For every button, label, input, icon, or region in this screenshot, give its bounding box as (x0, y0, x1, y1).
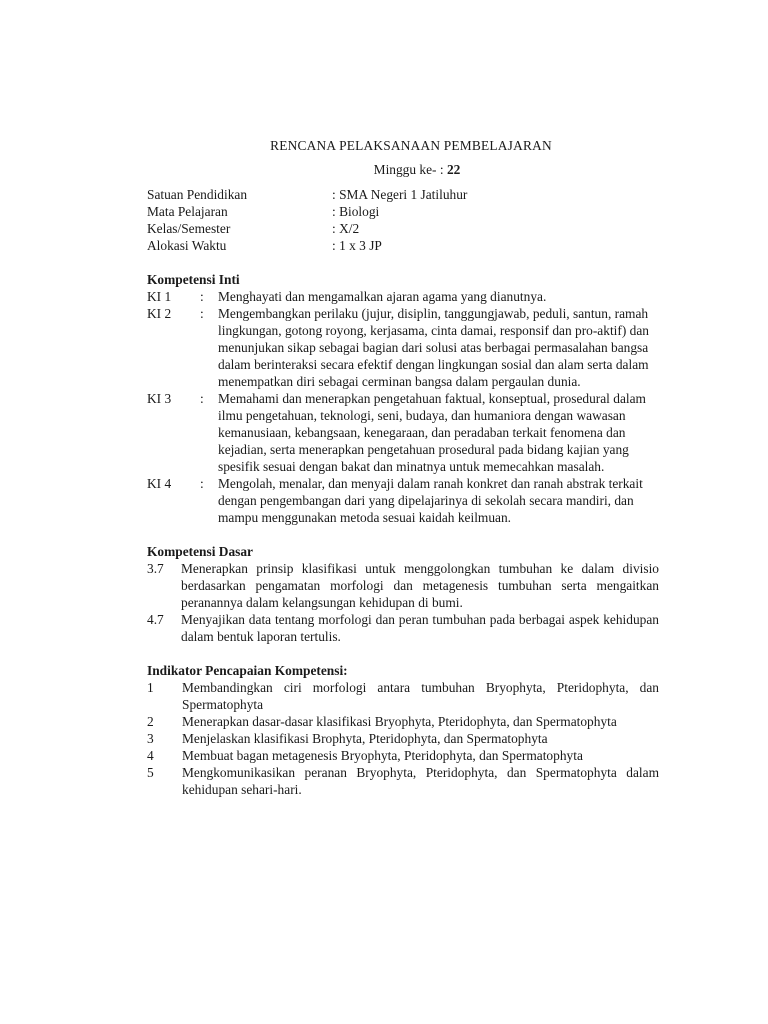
week-label: Minggu ke- : (373, 162, 444, 177)
info-value: : 1 x 3 JP (332, 238, 382, 253)
indikator-item (147, 713, 659, 730)
indikator-item (147, 730, 659, 747)
indikator-list (147, 679, 659, 798)
page-title: RENCANA PELAKSANAAN PEMBELAJARAN (270, 138, 552, 153)
week-value: 22 (446, 162, 461, 177)
indikator-number: 2 (147, 714, 154, 729)
indikator-number: 3 (147, 731, 154, 746)
info-label: Alokasi Waktu (147, 238, 227, 253)
info-row (147, 220, 659, 237)
info-row (147, 186, 659, 203)
info-label: Kelas/Semester (147, 221, 231, 236)
indikator-text: Menjelaskan klasifikasi Brophyta, Pteridophyta, dan Spermatophyta (182, 731, 548, 746)
indikator-text: Menerapkan dasar-dasar klasifikasi Bryophyta, Pteridophyta, dan Spermatophyta (182, 714, 617, 729)
kompetensi-dasar-heading: Kompetensi Dasar (147, 544, 254, 559)
info-value: : Biologi (332, 204, 380, 219)
ki-item (147, 475, 659, 526)
info-value: : X/2 (332, 221, 360, 236)
ki-item (147, 305, 659, 390)
kompetensi-inti-list (147, 288, 659, 526)
ki-text: Mengembangkan perilaku (jujur, disiplin, tanggungjawab, peduli, santun, ramah lingkungan, gotong royong, kerjasama, cinta damai, responsif dan pro-aktif) dan menunjukan sikap sebagai bagian dari solusi atas berbagai permasalahan bangsa dalam berinteraksi secara efektif dengan lingkungan sosial dan alam serta dalam menempatkan diri sebagai cerminan bangsa dalam pergaulan dunia. (218, 306, 649, 389)
indikator-text: Membandingkan ciri morfologi antara tumbuhan Bryophyta, Pteridophyta, dan Spermatophyta (182, 680, 659, 712)
ki-code: KI 2 (147, 306, 172, 321)
ki-code: KI 3 (147, 391, 172, 406)
kompetensi-dasar-list (147, 560, 659, 645)
indikator-heading: Indikator Pencapaian Kompetensi: (147, 663, 348, 678)
indikator-item (147, 679, 659, 713)
kd-number: 4.7 (147, 612, 164, 627)
info-value: : SMA Negeri 1 Jatiluhur (332, 187, 468, 202)
ki-item (147, 288, 659, 305)
indikator-number: 5 (147, 765, 154, 780)
ki-text: Mengolah, menalar, dan menyaji dalam ranah konkret dan ranah abstrak terkait dengan pengembangan dari yang dipelajarinya di sekolah secara mandiri, dan mampu menggunakan metoda sesuai kaidah keilmuan. (218, 476, 643, 525)
week-line (175, 161, 659, 178)
indikator-item (147, 747, 659, 764)
kd-text: Menyajikan data tentang morfologi dan peran tumbuhan pada berbagai aspek kehidupan dalam bentuk laporan tertulis. (181, 612, 659, 644)
kd-item (147, 560, 659, 611)
info-label: Mata Pelajaran (147, 204, 228, 219)
ki-item (147, 390, 659, 475)
info-block (147, 186, 659, 254)
info-row (147, 203, 659, 220)
ki-text: Memahami dan menerapkan pengetahuan faktual, konseptual, prosedural dalam ilmu pengetahuan, teknologi, seni, budaya, dan humaniora dengan wawasan kemanusiaan, kebangsaan, kenegaraan, dan peradaban terkait fenomena dan kejadian, serta menerapkan pengetahuan prosedural pada bidang kajian yang spesifik sesuai dengan bakat dan minatnya untuk memecahkan masalah. (218, 391, 646, 474)
ki-code: KI 1 (147, 289, 172, 304)
ki-separator: : (200, 289, 204, 304)
info-row (147, 237, 659, 254)
info-label: Satuan Pendidikan (147, 187, 248, 202)
indikator-item (147, 764, 659, 798)
kd-text: Menerapkan prinsip klasifikasi untuk menggolongkan tumbuhan ke dalam divisio berdasarkan pengamatan morfologi dan metagenesis tumbuhan serta mengaitkan peranannya dalam kelangsungan kehidupan di bumi. (181, 561, 659, 610)
indikator-text: Membuat bagan metagenesis Bryophyta, Pteridophyta, dan Spermatophyta (182, 748, 583, 763)
ki-code: KI 4 (147, 476, 172, 491)
kd-item (147, 611, 659, 645)
kompetensi-inti-heading: Kompetensi Inti (147, 272, 240, 287)
ki-text: Menghayati dan mengamalkan ajaran agama yang dianutnya. (218, 289, 547, 304)
kd-number: 3.7 (147, 561, 164, 576)
ki-separator: : (200, 391, 204, 406)
indikator-number: 4 (147, 748, 154, 763)
ki-separator: : (200, 306, 204, 321)
ki-separator: : (200, 476, 204, 491)
lesson-plan (147, 137, 659, 798)
indikator-text: Mengkomunikasikan peranan Bryophyta, Pteridophyta, dan Spermatophyta dalam kehidupan sehari-hari. (182, 765, 659, 797)
indikator-number: 1 (147, 680, 154, 695)
